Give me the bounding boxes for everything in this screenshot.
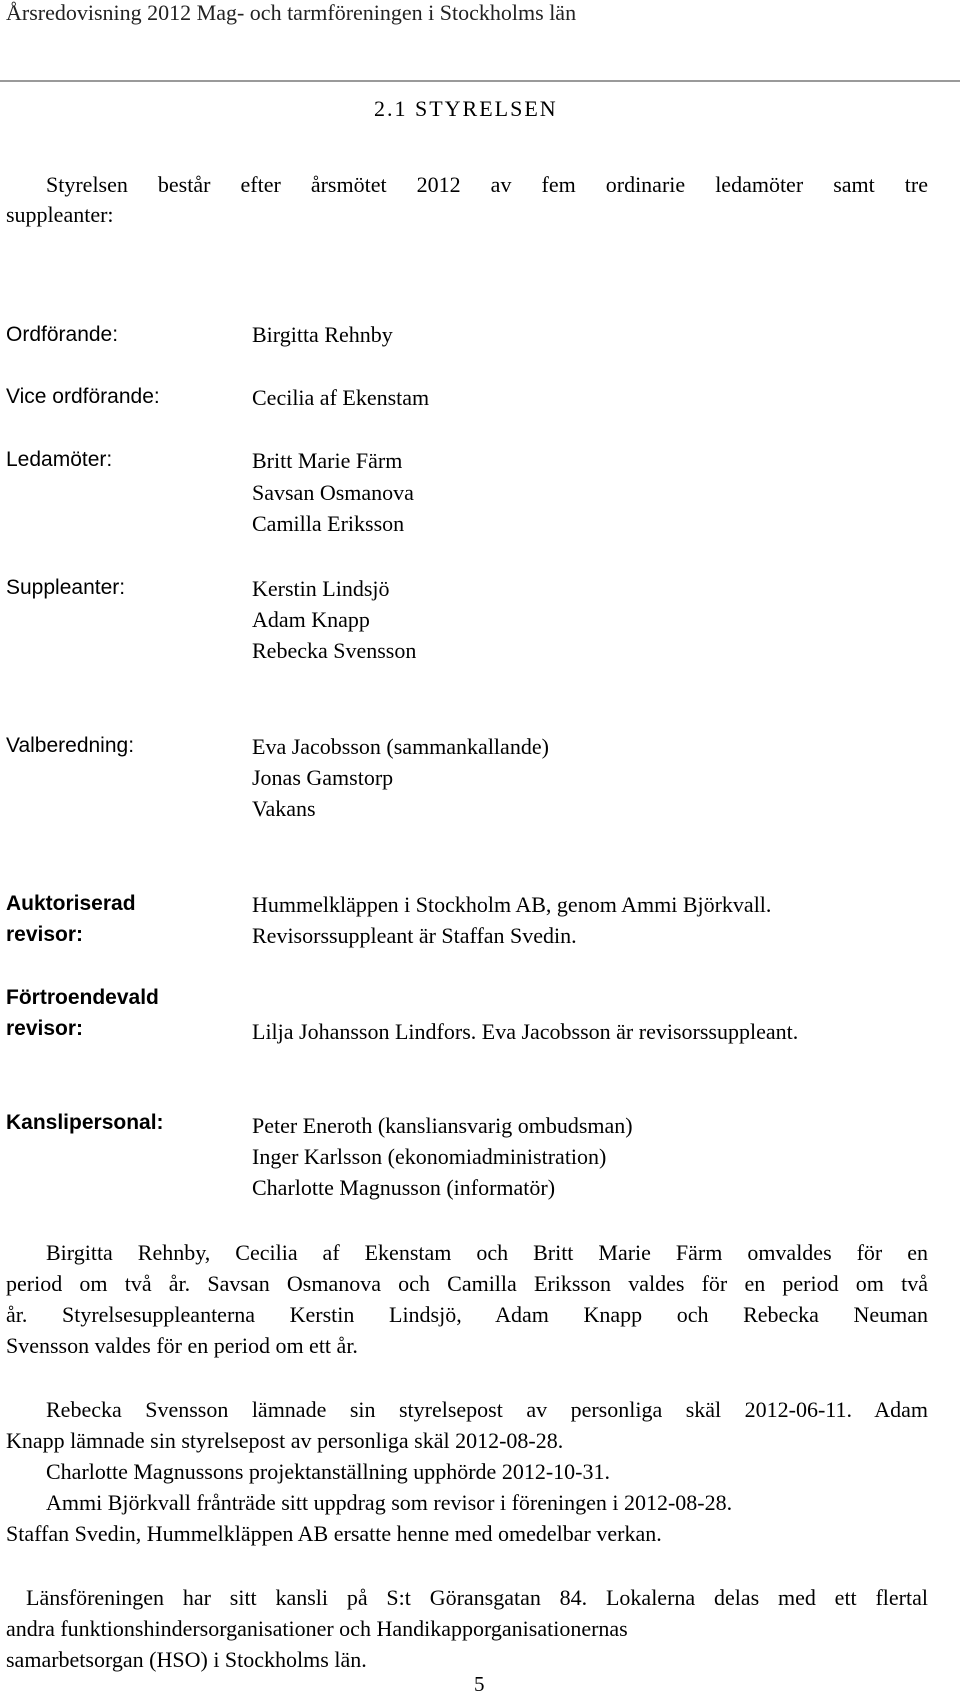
intro-line-2: suppleanter:: [6, 202, 114, 227]
paragraph-1-line: Birgitta Rehnby, Cecilia af Ekenstam och Britt Marie Färm omvaldes för en: [46, 1240, 928, 1265]
elected-auditor-label-line-1: Förtroendevald: [6, 986, 159, 1009]
deputies-label: Suppleanter:: [6, 576, 126, 599]
staff-member: Inger Karlsson (ekonomiadministration): [252, 1144, 607, 1169]
authorized-auditor-line-1: Hummelkläppen i Stockholm AB, genom Ammi Björkvall.: [252, 892, 772, 917]
nomination-member: Vakans: [252, 796, 316, 821]
chair-name: Birgitta Rehnby: [252, 322, 393, 347]
paragraph-1-line: Svensson valdes för en period om ett år.: [6, 1333, 358, 1358]
paragraph-1-line: år. Styrelsesuppleanterna Kerstin Lindsjö, Adam Knapp och Rebecka Neuman: [6, 1302, 928, 1327]
paragraph-3-line: andra funktionshindersorganisationer och Handikapporganisationernas: [6, 1616, 628, 1641]
staff-member: Charlotte Magnusson (informatör): [252, 1175, 556, 1200]
elected-auditor: Lilja Johansson Lindfors. Eva Jacobsson är revisorssuppleant.: [252, 1019, 799, 1044]
vice-chair-label: Vice ordförande:: [6, 385, 160, 408]
intro-line-1: Styrelsen består efter årsmötet 2012 av fem ordinarie ledamöter samt tre: [46, 172, 928, 197]
paragraph-2-line: Charlotte Magnussons projektanställning upphörde 2012-10-31.: [46, 1459, 610, 1484]
authorized-auditor-label-line-2: revisor:: [6, 923, 84, 946]
deputy-name: Rebecka Svensson: [252, 638, 417, 663]
member-name: Savsan Osmanova: [252, 480, 414, 505]
paragraph-2-line: Staffan Svedin, Hummelkläppen AB ersatte henne med omedelbar verkan.: [6, 1521, 662, 1546]
paragraph-1-line: period om två år. Savsan Osmanova och Camilla Eriksson valdes för en period om två: [6, 1271, 928, 1296]
authorized-auditor-line-2: Revisorssuppleant är Staffan Svedin.: [252, 923, 577, 948]
member-name: Camilla Eriksson: [252, 511, 405, 536]
members-label: Ledamöter:: [6, 448, 113, 471]
paragraph-2-line: Ammi Björkvall frånträde sitt uppdrag som revisor i föreningen i 2012-08-28.: [46, 1490, 733, 1515]
deputy-name: Kerstin Lindsjö: [252, 576, 390, 601]
nomination-label: Valberedning:: [6, 734, 135, 757]
chair-label: Ordförande:: [6, 323, 119, 346]
paragraph-3-line: samarbetsorgan (HSO) i Stockholms län.: [6, 1647, 367, 1672]
paragraph-2-line: Knapp lämnade sin styrelsepost av personliga skäl 2012-08-28.: [6, 1428, 564, 1453]
staff-label: Kanslipersonal:: [6, 1111, 164, 1134]
nomination-member: Eva Jacobsson (sammankallande): [252, 734, 549, 759]
staff-member: Peter Eneroth (kansliansvarig ombudsman): [252, 1113, 633, 1138]
vice-chair-name: Cecilia af Ekenstam: [252, 385, 430, 410]
paragraph-3-line: Länsföreningen har sitt kansli på S:t Göransgatan 84. Lokalerna delas med ett flertal: [26, 1585, 928, 1610]
header-divider: [0, 80, 960, 82]
nomination-member: Jonas Gamstorp: [252, 765, 394, 790]
elected-auditor-label-line-2: revisor:: [6, 1017, 84, 1040]
deputy-name: Adam Knapp: [252, 607, 370, 632]
paragraph-2-line: Rebecka Svensson lämnade sin styrelsepost av personliga skäl 2012-06-11. Adam: [46, 1397, 928, 1422]
document-header: Årsredovisning 2012 Mag- och tarmföreningen i Stockholms län: [6, 0, 577, 25]
member-name: Britt Marie Färm: [252, 448, 403, 473]
page-number: 5: [474, 1672, 485, 1696]
section-title: 2.1 STYRELSEN: [374, 96, 558, 121]
authorized-auditor-label-line-1: Auktoriserad: [6, 892, 136, 915]
